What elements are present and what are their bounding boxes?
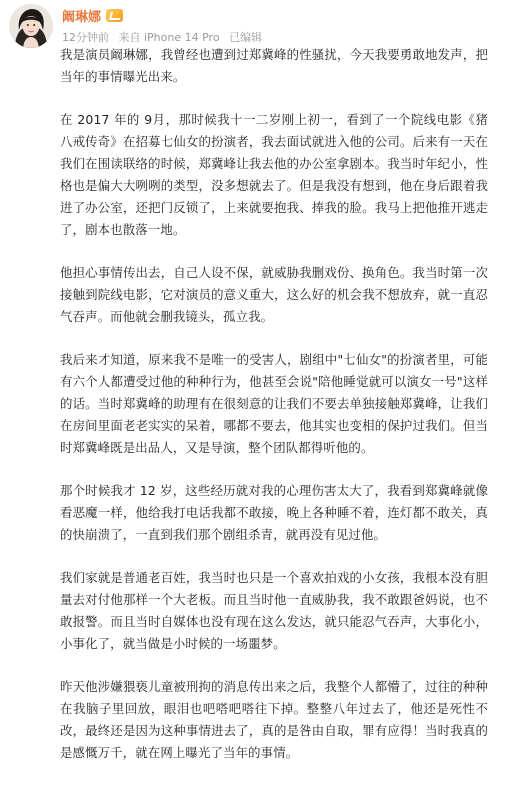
post-paragraph-2: 在 2017 年的 9月，那时候我十一二岁刚上初一，看到了一个院线电影《猪八戒传奇》在招募七仙女的扮演者，我去面试就进入他的公司。后来有一天在我们在围读联络的时候，郑冀峰让我去他的办公室拿剧本。我当时年纪小，性格也是偏大大咧咧的类型，没多想就去了。但是我没有想到，他在身后跟着我进了办公室，还把门反锁了，上来就要抱我、捧我的脸。我马上把他推开逃走了，剧本也散落一地。 [60,112,488,237]
avatar-portrait-icon [9,4,53,48]
timestamp: 12分钟前 [62,31,109,44]
post-body [60,44,488,785]
post-paragraph-1: 我是演员阚琳娜，我曾经也遭到过郑冀峰的性骚扰，今天我要勇敢地发声，把当年的事情曝光出来。 [60,47,488,84]
post-paragraph-4: 我后来才知道，原来我不是唯一的受害人，剧组中"七仙女"的扮演者里，可能有六个人都遭受过他的种种行为，他甚至会说"陪他睡觉就可以演女一号"这样的话。当时郑冀峰的助理有在很刻意的让我们不要去单独接触郑冀峰，让我们在房间里面老老实实的呆着，哪都不要去，他其实也变相的保护过我们。但当时郑冀峰既是出品人，又是导演，整个团队都得听他的。 [60,352,488,455]
edited-label: 已编辑 [229,31,263,44]
post-paragraph-3: 他担心事情传出去，自己人设不保，就威胁我删戏份、换角色。我当时第一次接触到院线电影，它对演员的意义重大，这么好的机会我不想放弃，就一直忍气吞声。而他就会删我镜头，孤立我。 [60,265,488,324]
post-paragraph-7: 昨天他涉嫌猥亵儿童被刑拘的消息传出来之后，我整个人都懵了，过往的种种在我脑子里回放，眼泪也吧嗒吧嗒往下掉。整整八年过去了，他还是死性不改，最终还是因为这种事情进去了，真的是咎由自取，罪有应得！当时我真的是感慨万千，就在网上曝光了当年的事情。 [60,679,488,760]
post-source: 来自 iPhone 14 Pro [118,31,220,44]
post-paragraph-5: 那个时候我才 12 岁，这些经历就对我的心理伤害太大了，我看到郑冀峰就像看恶魔一样，他给我打电话我都不敢接，晚上各种睡不着，连灯都不敢关，真的快崩溃了，一直到我们那个剧组杀青，就再没有见过他。 [60,483,488,542]
post-meta [62,29,268,45]
verified-badge-icon [106,9,123,22]
avatar[interactable] [9,4,53,48]
username[interactable]: 阚琳娜 [62,10,102,25]
post-paragraph-6: 我们家就是普通老百姓，我当时也只是一个喜欢拍戏的小女孩，我根本没有胆量去对付他那样一个大老板。而且当时他一直威胁我，我不敢跟爸妈说，也不敢报警。而且当时自媒体也没有现在这么发达，就只能忍气吞声，大事化小，小事化了，就当做是小时候的一场噩梦。 [60,570,488,651]
username-row[interactable] [62,6,123,25]
